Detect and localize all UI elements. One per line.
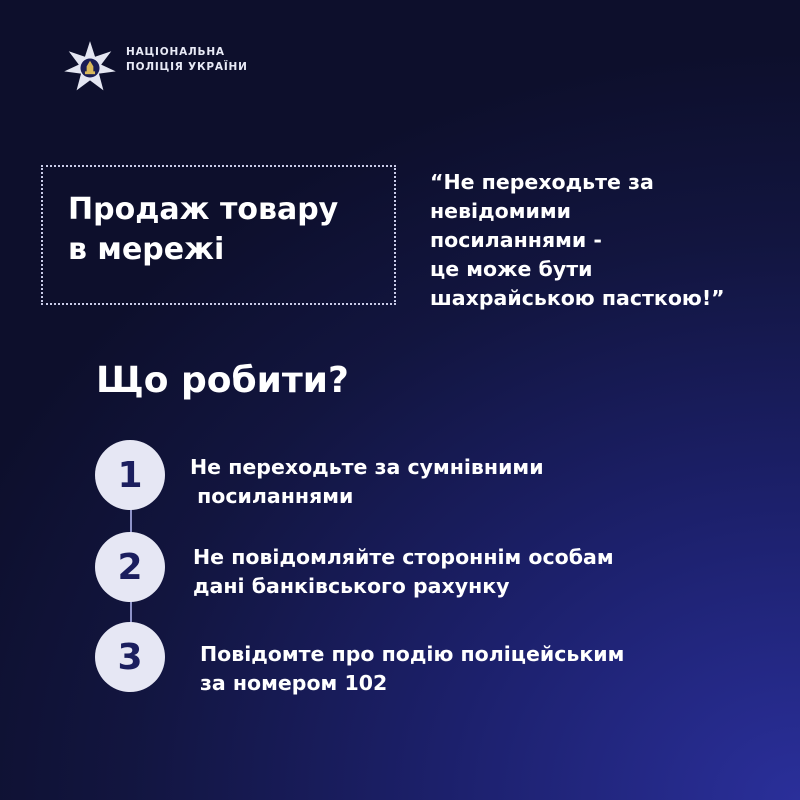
step-2-line-1: Не повідомляйте стороннім особам: [193, 545, 614, 569]
org-line-1: НАЦІОНАЛЬНА: [126, 46, 225, 58]
section-title: Що робити?: [96, 360, 349, 401]
step-3-line-1: Повідомте про подію поліцейським: [200, 642, 625, 666]
step-3-number: 3: [95, 622, 165, 692]
step-2-number: 2: [95, 532, 165, 602]
step-2-text: [193, 543, 614, 601]
step-3-text: [200, 640, 624, 698]
step-2-line-2: дані банківського рахунку: [193, 574, 510, 598]
quote-line-5: шахрайською пасткою!”: [430, 286, 725, 310]
step-3-line-2: за номером 102: [200, 671, 388, 695]
organization-name: [126, 45, 248, 75]
quote-line-2: невідомими: [430, 199, 571, 223]
step-1-number: 1: [95, 440, 165, 510]
step-1-line-1: Не переходьте за сумнівними: [190, 455, 544, 479]
quote-line-1: “Не переходьте за: [430, 170, 654, 194]
quote-line-4: це може бути: [430, 257, 593, 281]
org-line-2: ПОЛІЦІЯ УКРАЇНИ: [126, 61, 248, 73]
topic-line-2: в мережі: [68, 232, 225, 267]
quote-line-3: посиланнями -: [430, 228, 602, 252]
step-1-text: [190, 453, 544, 511]
warning-quote: [430, 168, 785, 313]
police-star-emblem-icon: [62, 40, 118, 96]
step-1-line-2: посиланнями: [190, 484, 354, 508]
topic-title: [68, 190, 388, 270]
topic-line-1: Продаж товару: [68, 192, 339, 227]
